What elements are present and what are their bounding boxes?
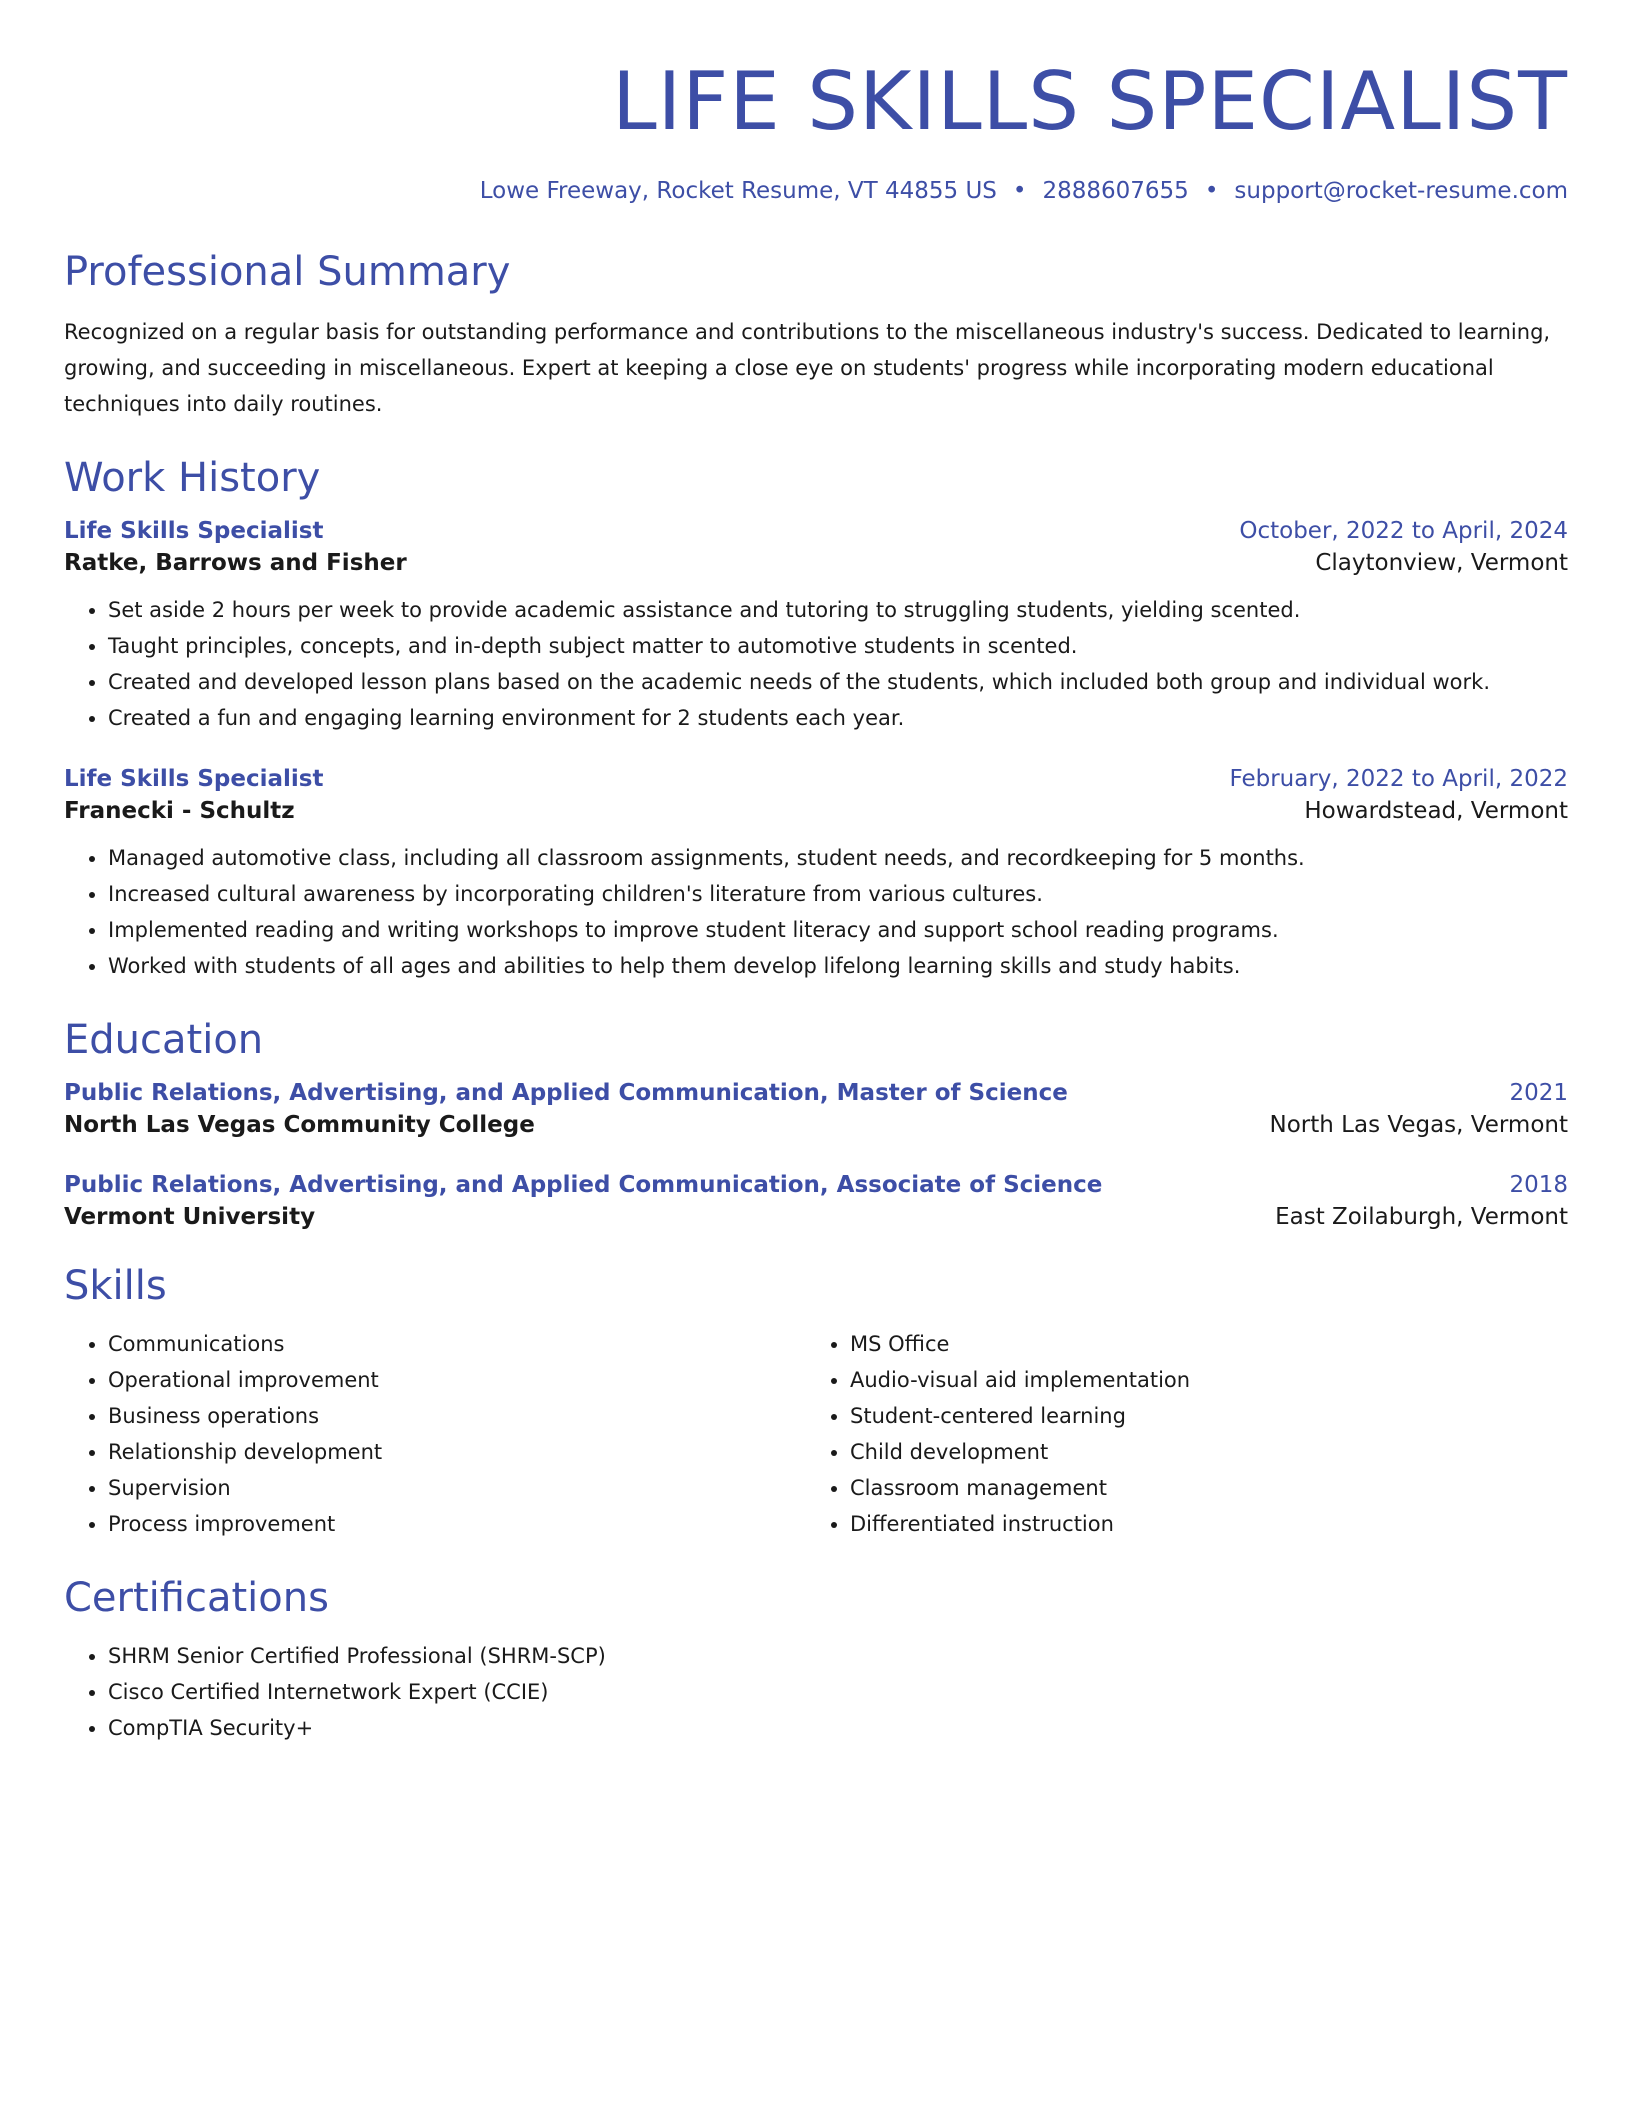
job-dates: February, 2022 to April, 2022 (1229, 766, 1568, 792)
employer-name: Ratke, Barrows and Fisher (64, 550, 407, 576)
list-item: • MS Office (850, 1326, 1548, 1362)
list-item: • Relationship development (108, 1434, 806, 1470)
job-bullets (64, 840, 1568, 984)
contact-separator: • (1204, 178, 1219, 204)
list-item: • Communications (108, 1326, 806, 1362)
job-header-row (64, 518, 1568, 544)
school-location: East Zoilaburgh, Vermont (1275, 1204, 1568, 1230)
summary-section (64, 246, 1568, 422)
job-header-row (64, 766, 1568, 792)
list-item: • Taught principles, concepts, and in-depth subject matter to automotive students in scented. (108, 628, 1568, 664)
list-item: • SHRM Senior Certified Professional (SHRM-SCP) (108, 1638, 1568, 1674)
summary-heading: Professional Summary (64, 249, 511, 295)
education-entry (64, 1080, 1568, 1138)
skills-list-left (64, 1326, 806, 1542)
list-item: • Created a fun and engaging learning environment for 2 students each year. (108, 700, 1568, 736)
list-item: • CompTIA Security+ (108, 1710, 1568, 1746)
job-bullets (64, 592, 1568, 736)
phone-text: 2888607655 (1042, 178, 1189, 204)
address-text: Lowe Freeway, Rocket Resume, VT 44855 US (479, 178, 997, 204)
resume-title: LIFE SKILLS SPECIALIST (612, 55, 1568, 148)
list-item: • Supervision (108, 1470, 806, 1506)
work-history-heading: Work History (64, 455, 321, 501)
list-item: • Process improvement (108, 1506, 806, 1542)
resume-page (64, 52, 1568, 1746)
list-item: • Managed automotive class, including all classroom assignments, student needs, and recordkeeping for 5 months. (108, 840, 1568, 876)
skills-columns (64, 1326, 1568, 1542)
skills-list-right (806, 1326, 1548, 1542)
skills-section (64, 1260, 1568, 1542)
job-employer-row (64, 798, 1568, 824)
job-employer-row (64, 550, 1568, 576)
job-dates: October, 2022 to April, 2024 (1239, 518, 1568, 544)
education-entry (64, 1172, 1568, 1230)
work-history-section (64, 452, 1568, 984)
job-location: Howardstead, Vermont (1304, 798, 1568, 824)
email-link[interactable]: support@rocket-resume.com (1234, 178, 1568, 204)
school-name: North Las Vegas Community College (64, 1112, 535, 1138)
degree-title: Public Relations, Advertising, and Applied Communication, Associate of Science (64, 1172, 1103, 1198)
employer-name: Franecki - Schultz (64, 798, 295, 824)
certifications-section (64, 1572, 1568, 1746)
list-item: • Classroom management (850, 1470, 1548, 1506)
job-entry (64, 766, 1568, 984)
degree-year: 2021 (1509, 1080, 1568, 1106)
list-item: • Implemented reading and writing workshops to improve student literacy and support school reading programs. (108, 912, 1568, 948)
list-item: • Set aside 2 hours per week to provide academic assistance and tutoring to struggling students, yielding scented. (108, 592, 1568, 628)
list-item: • Audio-visual aid implementation (850, 1362, 1548, 1398)
summary-text: Recognized on a regular basis for outstanding performance and contributions to the miscellaneous industry's success. Dedicated to learning, growing, and succeeding in miscellaneous. Expert at keeping a close eye on students' progress while incorporating modern educational techniques into daily routines. (64, 320, 1551, 416)
school-name: Vermont University (64, 1204, 316, 1230)
degree-row (64, 1172, 1568, 1198)
job-entry (64, 518, 1568, 736)
contact-line (64, 178, 1568, 204)
education-heading: Education (64, 1017, 264, 1063)
list-item: • Cisco Certified Internetwork Expert (CCIE) (108, 1674, 1568, 1710)
education-section (64, 1014, 1568, 1230)
skills-heading: Skills (64, 1263, 167, 1309)
degree-title: Public Relations, Advertising, and Applied Communication, Master of Science (64, 1080, 1068, 1106)
contact-separator: • (1012, 178, 1027, 204)
certifications-list (64, 1638, 1568, 1746)
list-item: • Operational improvement (108, 1362, 806, 1398)
list-item: • Child development (850, 1434, 1548, 1470)
degree-row (64, 1080, 1568, 1106)
school-row (64, 1204, 1568, 1230)
list-item: • Increased cultural awareness by incorporating children's literature from various cultures. (108, 876, 1568, 912)
job-title: Life Skills Specialist (64, 518, 324, 544)
school-location: North Las Vegas, Vermont (1269, 1112, 1568, 1138)
list-item: • Created and developed lesson plans based on the academic needs of the students, which included both group and individual work. (108, 664, 1568, 700)
job-title: Life Skills Specialist (64, 766, 324, 792)
list-item: • Student-centered learning (850, 1398, 1548, 1434)
degree-year: 2018 (1509, 1172, 1568, 1198)
list-item: • Worked with students of all ages and abilities to help them develop lifelong learning skills and study habits. (108, 948, 1568, 984)
job-location: Claytonview, Vermont (1315, 550, 1568, 576)
list-item: • Business operations (108, 1398, 806, 1434)
list-item: • Differentiated instruction (850, 1506, 1548, 1542)
school-row (64, 1112, 1568, 1138)
certifications-heading: Certifications (64, 1575, 329, 1621)
